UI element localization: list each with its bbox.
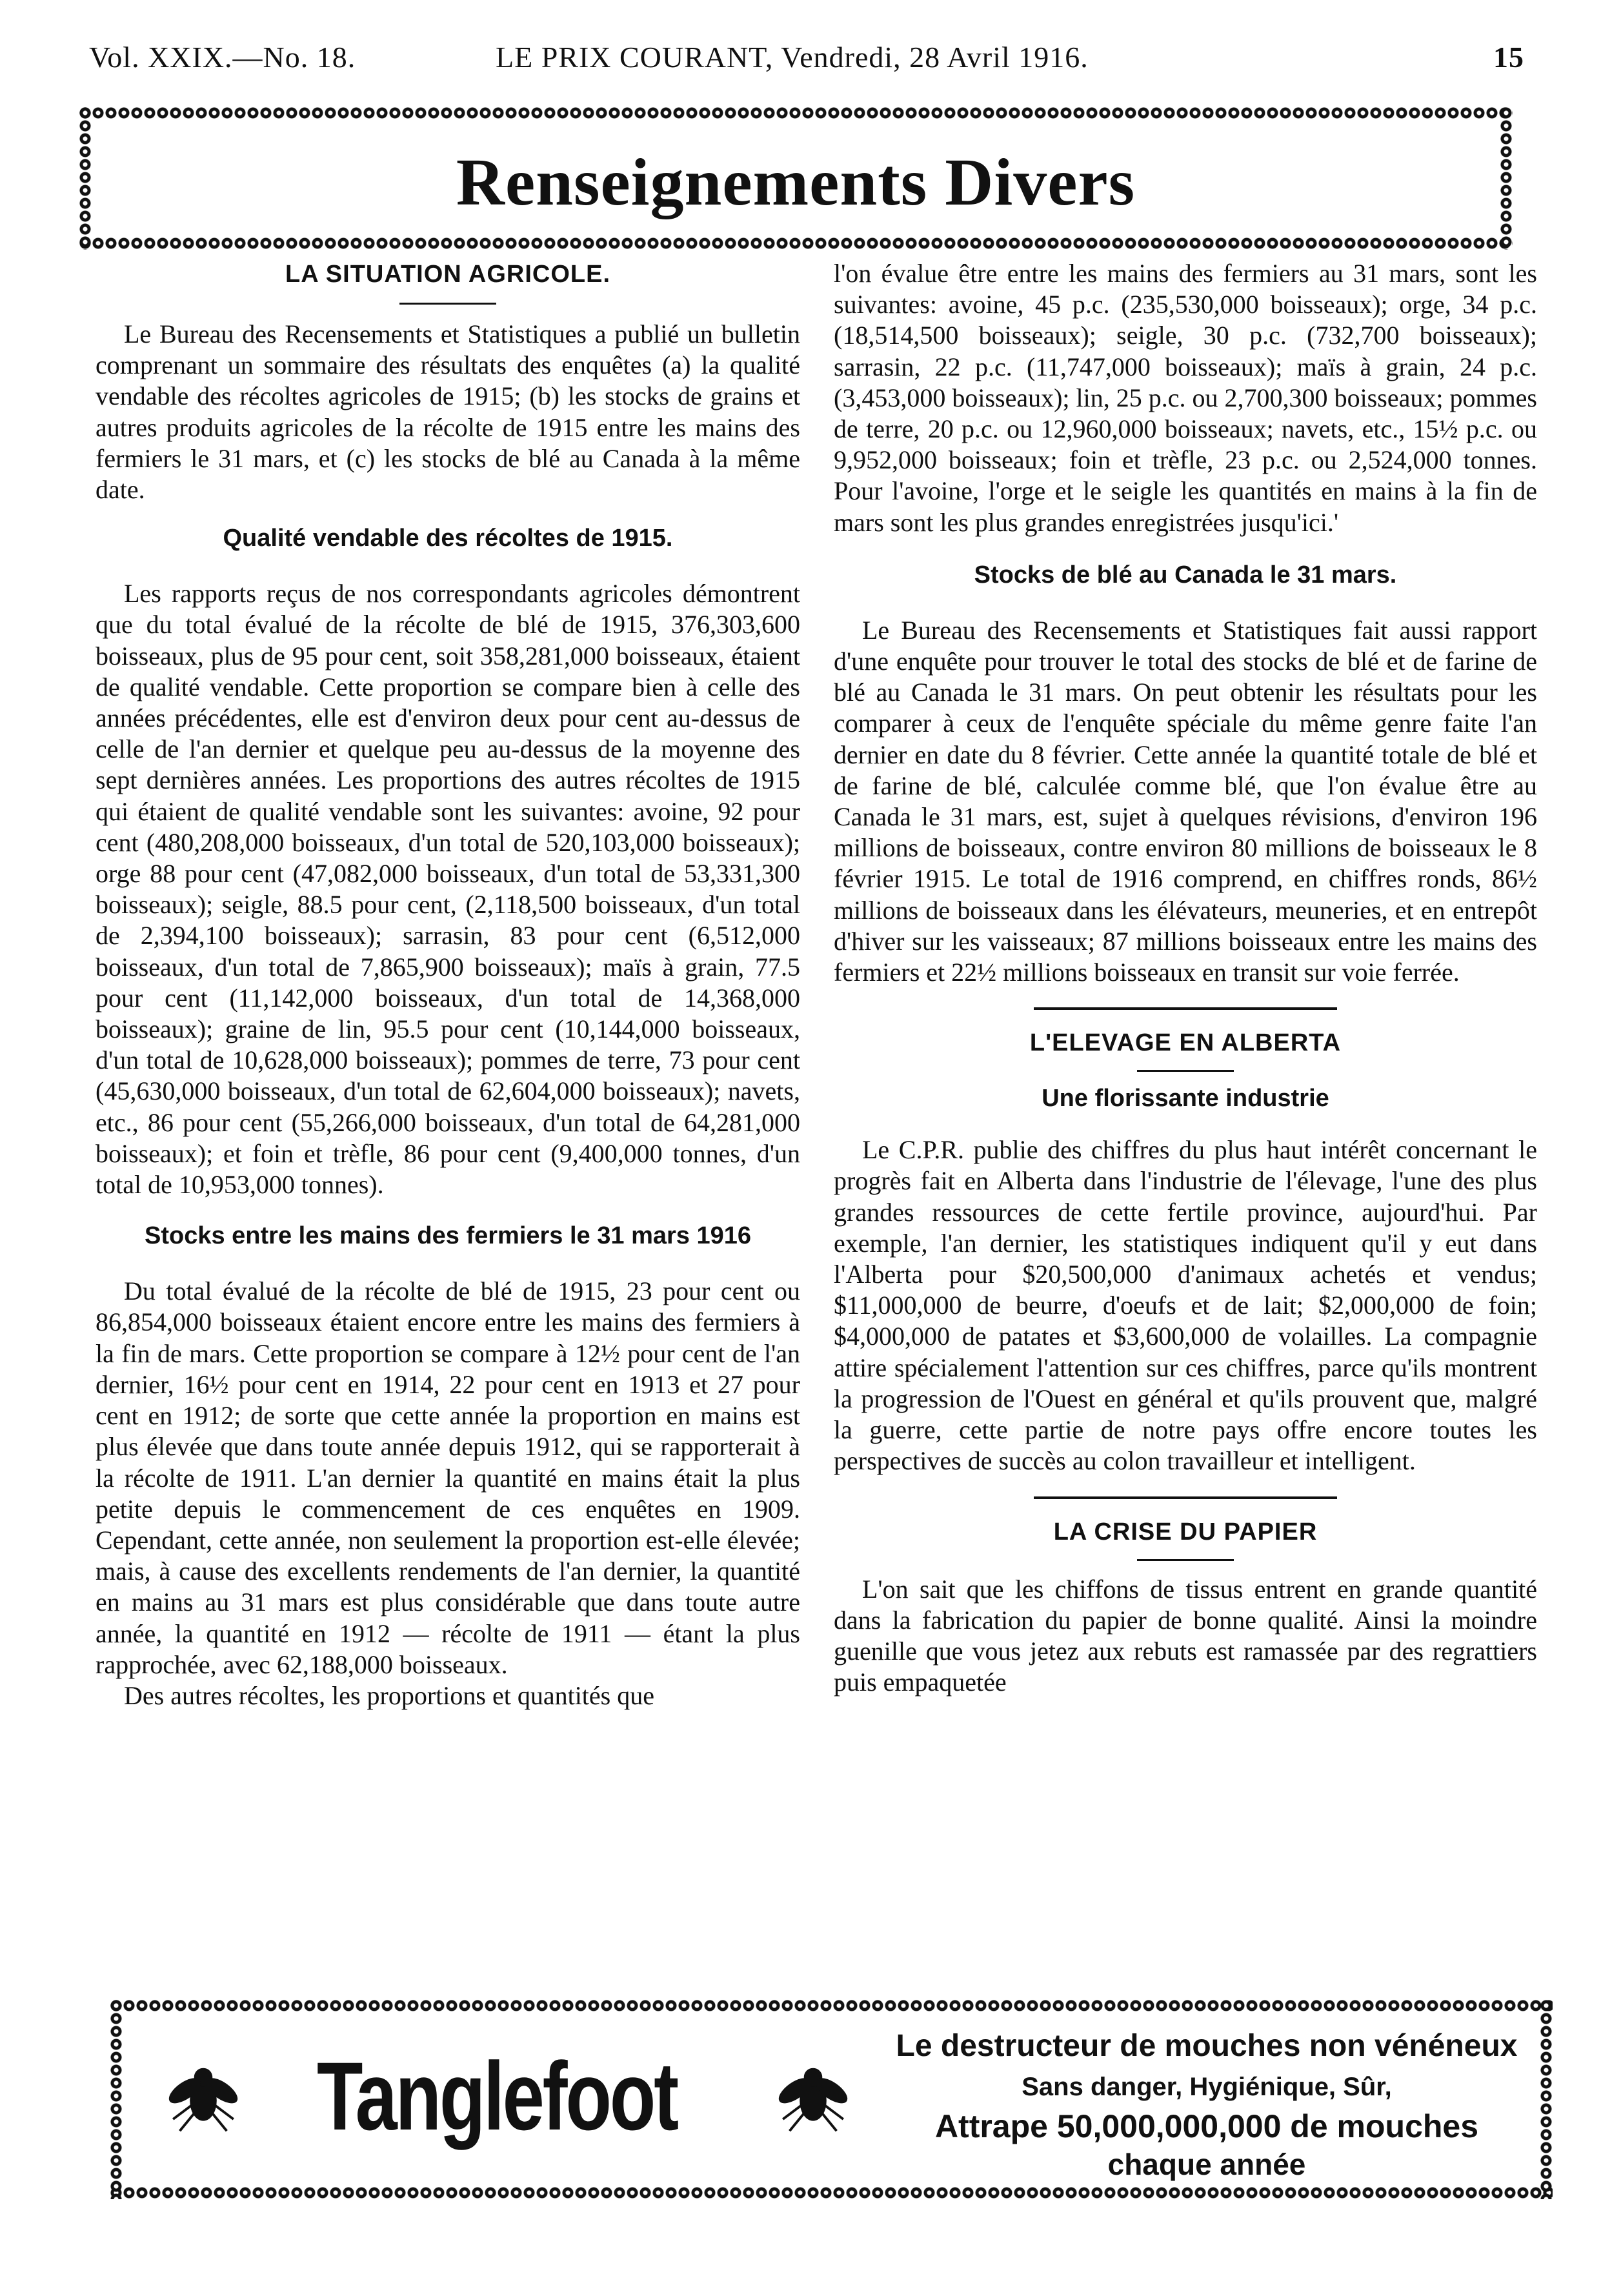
fly-icon bbox=[771, 2052, 855, 2136]
paragraph-stocks-fermiers: Du total évalué de la récolte de blé de 1915, 23 pour cent ou 86,854,000 boisseaux étaient encore entre les mains des fermiers à la fin de mars. Cette proportion se compare à 12½ pour cent de l'an dernier, 16½ pour cent en 1914, 22 pour cent en 1913 et 27 pour cent en 1912; de sorte que cette année la proportion en mains est plus élevée que dans toute année depuis 1912, qui se rapporterait à la récolte de 1911. L'an dernier la quantité en mains était la plus petite depuis le commencement de ces enquêtes en 1909. Cependant, cette année, non seulement la proportion est-elle élevée; mais, à cause des excellents rendements de l'an dernier, la quantité en mains au 31 mars est plus considérable que dans toute autre année, la quantité en 1912 — récolte de 1911 — étant la plus rapprochée, avec 62,188,000 boisseaux. bbox=[96, 1276, 800, 1679]
paragraph-continuation: l'on évalue être entre les mains des fermiers au 31 mars, sont les suivantes: avoine, 45 p.c. (235,530,000 boisseaux); orge, 34 p.c. (18,514,500 boisseaux); seigle, 30 p.c. (732,700 boisseaux); sarrasin, 22 p.c. (11,747,000 boisseaux); maïs à grain, 24 p.c. (3,453,000 boisseaux); lin, 25 p.c. ou 2,700,300 boisseaux; pommes de terre, 20 p.c. ou 12,960,000 boisseaux; navets, etc., 15½ p.c. ou 9,952,000 boisseaux; foin et trèfle, 23 p.c. ou 2,524,000 tonnes. Pour l'avoine, l'orge et le seigle les quantités en mains à la fin de mars sont les plus grandes enregistrées jusqu'ici.' bbox=[834, 259, 1537, 537]
right-column bbox=[834, 258, 1537, 1698]
ad-border-right bbox=[1540, 1999, 1553, 2199]
article-title-situation-agricole: LA SITUATION AGRICOLE. bbox=[285, 261, 610, 288]
beaded-border-bottom bbox=[79, 237, 1513, 250]
subheading-florissante-industrie: Une florissante industrie bbox=[1042, 1085, 1329, 1113]
title-rule bbox=[399, 303, 496, 305]
ad-feature-line: Sans danger, Hygiénique, Sûr, bbox=[1022, 2073, 1392, 2101]
paragraph-autres-recoltes: Des autres récoltes, les proportions et quantités que bbox=[124, 1680, 654, 1710]
ad-border-bottom bbox=[110, 2186, 1553, 2199]
article-separator-rule bbox=[1034, 1007, 1337, 1010]
ad-content bbox=[123, 2012, 1540, 2186]
ad-claim-line: Attrape 50,000,000,000 de mouches bbox=[934, 2108, 1479, 2144]
publication-line: LE PRIX COURANT, Vendredi, 28 Avril 1916. bbox=[496, 41, 1089, 74]
fly-icon bbox=[161, 2052, 245, 2136]
subheading-stocks-fermiers: Stocks entre les mains des fermiers le 31 mars 1916 bbox=[145, 1222, 751, 1250]
ad-claim-line-2: chaque année bbox=[1107, 2148, 1306, 2181]
paragraph-qualite-vendable: Les rapports reçus de nos correspondants agricoles démontrent que du total évalué de la récolte de blé de 1915, 376,303,600 boisseaux, plus de 95 pour cent, soit 358,281,000 boisseaux, étaient de qualité vendable. Cette proportion se compare bien à celle des années précédentes, elle est d'environ deux pour cent au-dessus de celle de l'an dernier et quelque peu au-dessus de la moyenne des sept dernières années. Les proportions des autres récoltes de 1915 qui étaient de qualité vendable sont les suivantes: avoine, 92 pour cent (480,208,000 boisseaux, d'un total de 520,103,000 boisseaux); orge 88 pour cent (47,082,000 boisseaux, d'un total de 53,331,300 boisseaux); seigle, 88.5 pour cent, (2,118,500 boisseaux, d'un total de 2,394,100 boisseaux); sarrasin, 83 pour cent (6,512,000 boisseaux, d'un total de 7,865,900 boisseaux); maïs à grain, 77.5 pour cent (11,142,000 boisseaux, d'un total de 14,368,000 boisseaux); graine de lin, 95.5 pour cent (10,144,000 boisseaux, d'un total de 10,628,000 boisseaux); pommes de terre, 73 pour cent (45,630,000 boisseaux, d'un total de 62,604,000 boisseaux); navets, etc., 86 pour cent (55,266,000 boisseaux, d'un total de 64,281,000 boisseaux); et foin et trèfle, 86 pour cent (9,400,000 tonnes, d'un total de 10,953,000 tonnes). bbox=[96, 579, 800, 1200]
paragraph-stocks-canada: Le Bureau des Recensements et Statistiques fait aussi rapport d'une enquête pour trouver le total des stocks de blé et de farine de blé au Canada le 31 mars. On peut obtenir les résultats pour les comparer à ceux de l'enquête spéciale du même genre faite l'an dernier en date du 8 février. Cette année la quantité totale de blé et de farine de blé, calculée comme blé, que l'on évalue être au Canada le 31 mars, est, sujet à quelques révisions, d'environ 196 millions de boisseaux, contre environ 80 millions de boisseaux le 8 février 1915. Le total de 1916 comprend, en chiffres ronds, 86½ millions de boisseaux dans les élévateurs, meuneries, et en entrepôt d'hiver sur les vaisseaux; 87 millions boisseaux entre les mains des fermiers et 22½ millions boisseaux en transit sur voie ferrée. bbox=[834, 615, 1537, 987]
ad-border-top bbox=[110, 1999, 1553, 2012]
article-separator-rule bbox=[1034, 1496, 1337, 1499]
ad-tagline: Le destructeur de mouches non vénéneux bbox=[896, 2029, 1518, 2063]
title-rule bbox=[1137, 1559, 1234, 1561]
running-header bbox=[89, 40, 1524, 79]
article-title-crise-papier: LA CRISE DU PAPIER bbox=[1053, 1518, 1318, 1546]
left-column bbox=[96, 258, 800, 1711]
paragraph-elevage-alberta: Le C.P.R. publie des chiffres du plus haut intérêt concernant le progrès fait en Alberta dans l'industrie de l'élevage, l'une des plus grandes ressources de cette fertile province, aujourd'hui. Par exemple, l'an dernier, les statistiques indiquent qu'il y eut dans l'Alberta pour $20,500,000 d'animaux achetés et vendus; $11,000,000 de beurre, d'oeufs et de lait; $2,000,000 de foin; $4,000,000 de patates et $3,600,000 de volailles. La compagnie attire spécialement l'attention sur ces chiffres, parce qu'ils montrent la progression de l'Ouest en général et qu'ils prouvent que, malgré la guerre, cette partie de notre pays offre encore toutes les perspectives de succès au colon travailleur et intelligent. bbox=[834, 1135, 1537, 1476]
paragraph-crise-papier: L'on sait que les chiffons de tissus entrent en grande quantité dans la fabrication du papier de bonne qualité. Ainsi la moindre guenille que vous jetez aux rebuts est ramassée par des regrattiers puis empaquetée bbox=[834, 1574, 1537, 1697]
page-number: 15 bbox=[1493, 41, 1524, 74]
subheading-qualite-vendable: Qualité vendable des récoltes de 1915. bbox=[223, 525, 673, 552]
ad-brand-name: Tanglefoot bbox=[316, 2042, 678, 2150]
title-rule bbox=[1137, 1070, 1234, 1072]
beaded-border-top bbox=[79, 106, 1513, 119]
ad-border-left bbox=[110, 1999, 123, 2199]
article-title-elevage-alberta: L'ELEVAGE EN ALBERTA bbox=[1029, 1029, 1342, 1057]
article-intro: Le Bureau des Recensements et Statistiques a publié un bulletin comprenant un sommaire des résultats des enquêtes (a) la qualité vendable des récoltes agricoles de 1915; (b) les stocks de grains et autres produits agricoles de la récolte de 1915 entre les mains des fermiers le 31 mars, et (c) les stocks de blé au Canada à la même date. bbox=[96, 319, 800, 505]
section-title: Renseignements Divers bbox=[456, 145, 1136, 219]
volume-number: Vol. XXIX.—No. 18. bbox=[89, 41, 356, 74]
ad-tagline-block bbox=[878, 2025, 1536, 2182]
tanglefoot-advertisement bbox=[110, 1999, 1553, 2199]
section-title-band bbox=[79, 106, 1513, 250]
subheading-stocks-canada: Stocks de blé au Canada le 31 mars. bbox=[974, 561, 1397, 589]
